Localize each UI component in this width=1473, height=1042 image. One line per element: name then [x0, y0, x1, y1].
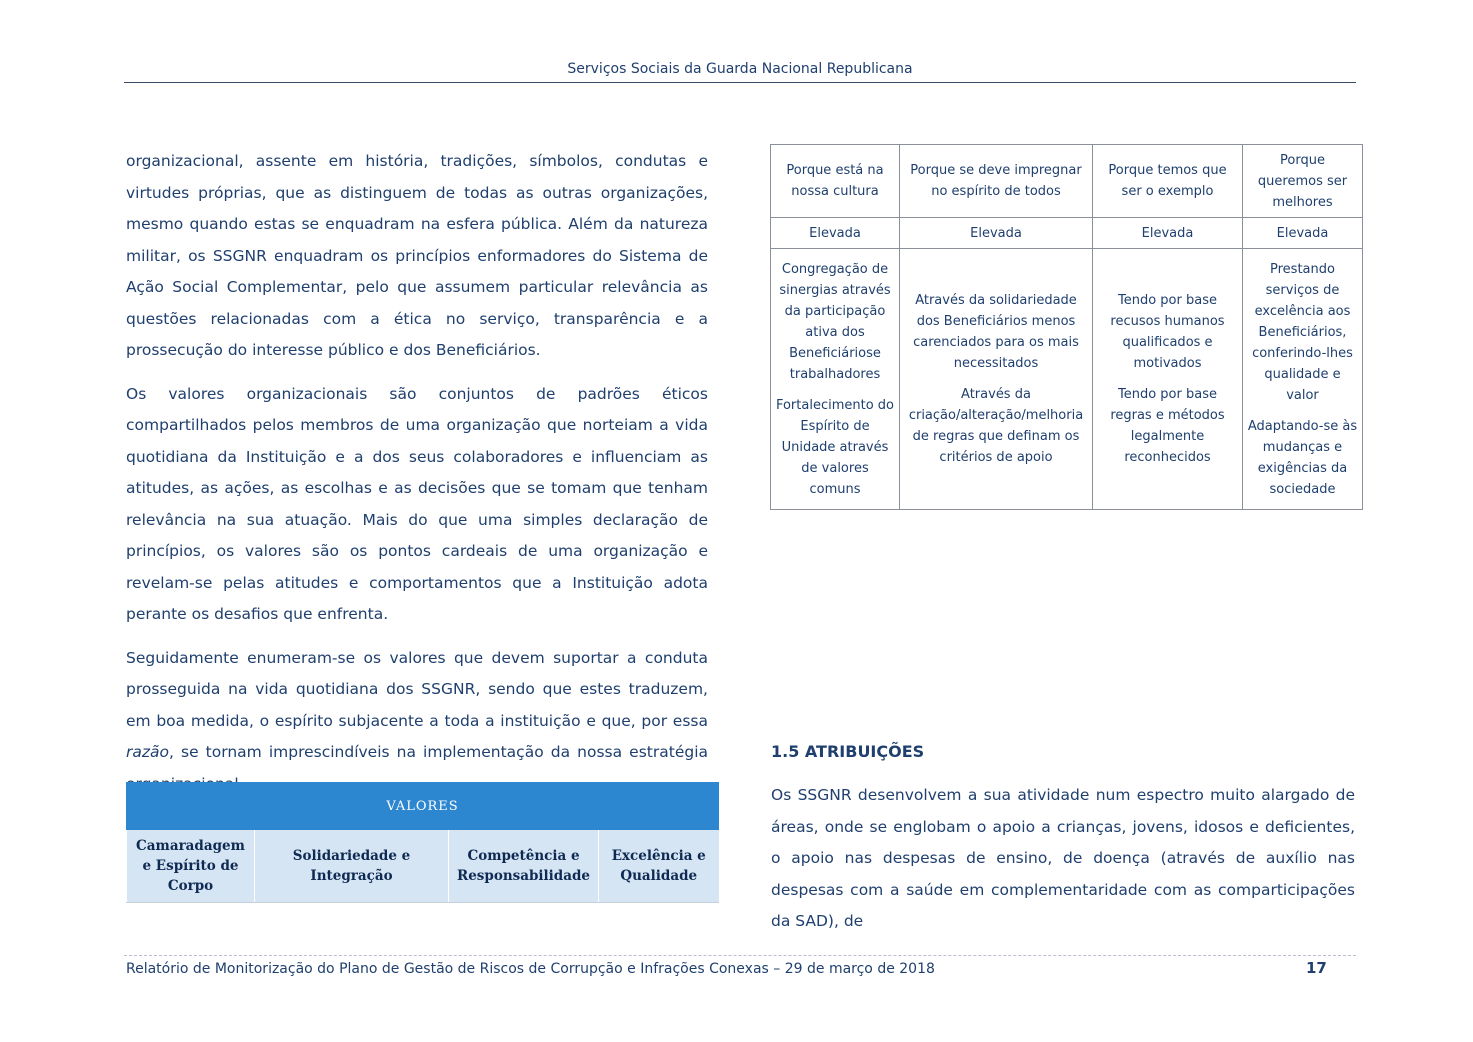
matrix-level-cell: Elevada	[1243, 218, 1363, 249]
matrix-action-text: Adaptando-se às mudanças e exigências da sociedade	[1247, 418, 1358, 497]
paragraph-values-intro-start: Seguidamente enumeram-se os valores que devem suportar a conduta prosseguida na vida quotidiana dos SSGNR, sendo que estes traduzem, em boa medida, o espírito subjacente a toda a instituição e que, por essa	[126, 648, 708, 730]
paragraph-values-intro-end: , se tornam imprescindíveis na implementação da nossa estratégia	[169, 743, 708, 761]
matrix-action-cell	[1093, 249, 1243, 510]
section-paragraph: Os SSGNR desenvolvem a sua atividade num espectro muito alargado de áreas, onde se englobam o apoio a crianças, jovens, idosos e deficientes, o apoio nas despesas de ensino, de doença (através de auxílio nas despesas com a saúde em complementaridade com as comparticipações da SAD), de	[771, 786, 1355, 930]
left-column	[126, 146, 708, 812]
footer-text: Relatório de Monitorização do Plano de Gestão de Riscos de Corrupção e Infrações Conexas – 29 de março de 2018	[126, 961, 935, 977]
matrix-action-text: Através da solidariedade dos Beneficiários menos carenciados para os mais necessitados	[913, 293, 1079, 371]
valor-camaradagem: Camaradagem e Espírito de Corpo	[127, 830, 255, 903]
header-divider	[124, 82, 1356, 83]
valores-table	[126, 782, 719, 903]
matrix-action-cell	[900, 249, 1093, 510]
matrix-action-text: Tendo por base regras e métodos legalmente reconhecidos	[1110, 387, 1225, 465]
matrix-action-cell	[771, 249, 900, 510]
paragraph-values-intro-italic: razão	[126, 743, 169, 761]
paragraph-values-intro	[126, 643, 708, 801]
matrix-action-text: Congregação de sinergias através da participação ativa dos Beneficiáriose trabalhadores	[779, 261, 891, 382]
matrix-action-cell	[1243, 249, 1363, 510]
matrix-level-cell: Elevada	[771, 218, 900, 249]
matrix-reason-cell: Porque temos que ser o exemplo	[1093, 145, 1243, 218]
paragraph-context: organizacional, assente em história, tradições, símbolos, condutas e virtudes próprias, que as distinguem de todas as outras organizações, mesmo quando estas se enquadram na esfera pública. Além da natureza militar, os SSGNR enquadram os princípios enformadores do Sistema de Ação Social Complementar, pelo que assumem particular relevância as questões relacionadas com a ética no serviço, transparência e a prossecução do interesse público e dos Beneficiários.	[126, 152, 708, 359]
matrix-action-text: Prestando serviços de excelência aos Beneficiários, conferindo-lhes qualidade e valor	[1252, 261, 1353, 403]
footer-divider	[124, 955, 1356, 956]
paragraph-values-definition: Os valores organizacionais são conjuntos de padrões éticos compartilhados pelos membros de uma organização que norteiam a vida quotidiana da Instituição e a dos seus colaboradores e influenciam as atitudes, as ações, as escolhas e as decisões que se tomam que tenham relevância na sua atuação. Mais do que uma simples declaração de princípios, os valores são os pontos cardeais de uma organização e revelam-se pelas atitudes e comportamentos que a Instituição adota perante os desafios que enfrenta.	[126, 384, 708, 623]
values-matrix-table	[770, 144, 1363, 510]
matrix-action-text: Tendo por base recusos humanos qualificados e motivados	[1110, 293, 1225, 371]
matrix-reason-cell: Porque queremos ser melhores	[1243, 145, 1363, 218]
valor-excelencia: Excelência e Qualidade	[599, 830, 719, 903]
valor-competencia: Competência e Responsabilidade	[449, 830, 599, 903]
page-number: 17	[1306, 959, 1327, 977]
matrix-level-cell: Elevada	[900, 218, 1093, 249]
page-header: Serviços Sociais da Guarda Nacional Republicana	[567, 61, 913, 77]
matrix-reason-cell: Porque está na nossa cultura	[771, 145, 900, 218]
valores-table-header: VALORES	[127, 783, 719, 830]
matrix-action-text: Fortalecimento do Espírito de Unidade através de valores comuns	[775, 397, 895, 497]
matrix-action-text: Através da criação/alteração/melhoria de regras que definam os critérios de apoio	[908, 387, 1084, 465]
section-heading: 1.5 ATRIBUIÇÕES	[771, 742, 925, 761]
matrix-reason-cell: Porque se deve impregnar no espírito de todos	[900, 145, 1093, 218]
valor-solidariedade: Solidariedade e Integração	[255, 830, 449, 903]
matrix-level-cell: Elevada	[1093, 218, 1243, 249]
